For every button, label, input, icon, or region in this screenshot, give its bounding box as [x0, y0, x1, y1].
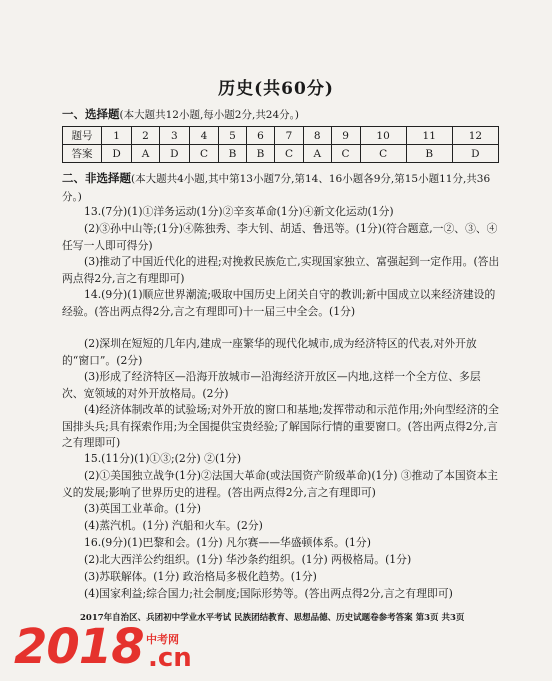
answer-cell: A [303, 145, 331, 163]
section1-heading [62, 106, 299, 122]
watermark-domain: .cn [148, 643, 192, 673]
answer-cell: B [219, 145, 247, 163]
question-number-cell: 8 [303, 127, 331, 145]
question-number-cell: 4 [190, 127, 219, 145]
question-number-cell: 2 [132, 127, 160, 145]
question-number-cell: 7 [274, 127, 303, 145]
question-number-cell: 12 [452, 127, 498, 145]
section2-heading-text: 二、非选择题 [62, 171, 131, 185]
page-title: 历史(共60分) [218, 79, 334, 99]
answer-line: 14.(9分)(1)顺应世界潮流;吸取中国历史上闭关自守的教训;新中国成立以来经济建设的经验。(答出两点得2分,言之有理即可)十一届三中全会。(1分) [62, 288, 496, 318]
answer-cell: D [452, 145, 498, 163]
row-label-answers: 答案 [63, 145, 102, 163]
question-number-cell: 10 [360, 127, 406, 145]
question-number-cell: 5 [219, 127, 247, 145]
answer-line: (2)①美国独立战争(1分)②法国大革命(或法国资产阶级革命)(1分) ③推动了本国资本主义的发展;影响了世界历史的进程。(答出两点得2分,言之有理即可) [62, 469, 499, 499]
section1-note: (本大题共12小题,每小题2分,共24分。) [119, 109, 300, 121]
answer-line: (3)推动了中国近代化的进程;对挽救民族危亡,实现国家独立、富强起到一定作用。(答出两点得2分,言之有理即可) [62, 255, 500, 285]
question-number-cell: 1 [102, 127, 132, 145]
row-label-numbers: 题号 [63, 127, 102, 145]
answer-cell: A [132, 145, 160, 163]
table-row-answers [63, 145, 499, 163]
answer-line: (2)③孙中山等;(1分)④陈独秀、李大钊、胡适、鲁迅等。(1分)(符合题意,一②、③、④任写一人即可得分) [62, 222, 498, 252]
question-number-cell: 11 [406, 127, 452, 145]
question-number-cell: 6 [246, 127, 274, 145]
watermark-number: 2018 [14, 619, 144, 675]
answer-line: 15.(11分)(1)①③;(2分) ②(1分) [84, 452, 242, 465]
watermark-site-name: 中考网 [146, 633, 179, 646]
page-footer: 2017年自治区、兵团初中学业水平考试 民族团结教育、思想品德、历史试题卷参考答案 第3页 共3页 [80, 613, 465, 623]
answer-cell: D [102, 145, 132, 163]
answer-cell: C [274, 145, 303, 163]
section2-heading [62, 170, 502, 205]
question-number-cell: 9 [331, 127, 360, 145]
section1-heading-text: 一、选择题 [62, 107, 120, 121]
answer-line: (3)英国工业革命。(1分) [84, 502, 201, 515]
answer-cell: C [331, 145, 360, 163]
answer-line: 16.(9分)(1)巴黎和会。(1分) 凡尔赛——华盛顿体系。(1分) [84, 536, 371, 549]
answer-cell: B [406, 145, 452, 163]
section2-note: (本大题共4小题,其中第13小题7分,第14、16小题各9分,第15小题11分,共36分。) [62, 173, 491, 203]
question-number-cell: 3 [159, 127, 189, 145]
answer-cell: D [159, 145, 189, 163]
answer-cell: C [190, 145, 219, 163]
answer-cell: B [246, 145, 274, 163]
site-watermark-logo [14, 619, 214, 677]
answer-line: (2)北大西洋公约组织。(1分) 华沙条约组织。(1分) 两极格局。(1分) [84, 553, 412, 566]
answer-line: (4)国家利益;综合国力;社会制度;国际形势等。(答出两点得2分,言之有理即可) [84, 587, 453, 600]
answer-line: (4)蒸汽机。(1分) 汽船和火车。(2分) [84, 519, 263, 532]
answer-line: (3)苏联解体。(1分) 政治格局多极化趋势。(1分) [84, 570, 317, 583]
table-row-numbers [63, 127, 499, 145]
answer-line: (2)深圳在短短的几年内,建成一座繁华的现代化城市,成为经济特区的代表,对外开放的“窗口”。(2分) [62, 337, 477, 367]
answer-table [62, 126, 499, 163]
answer-line: (3)形成了经济特区—沿海开放城市—沿海经济开放区—内地,这样一个全方位、多层次、宽领域的对外开放格局。(2分) [62, 370, 481, 400]
answer-line: 13.(7分)(1)①洋务运动(1分)②辛亥革命(1分)④新文化运动(1分) [84, 205, 394, 218]
answer-cell: C [360, 145, 406, 163]
answer-line: (4)经济体制改革的试验场;对外开放的窗口和基地;发挥带动和示范作用;外向型经济的全国排头兵;具有探索作用;为全国提供宝贵经验;了解国际行情的重要窗口。(答出两点得2分,言之有理即可) [62, 403, 499, 449]
